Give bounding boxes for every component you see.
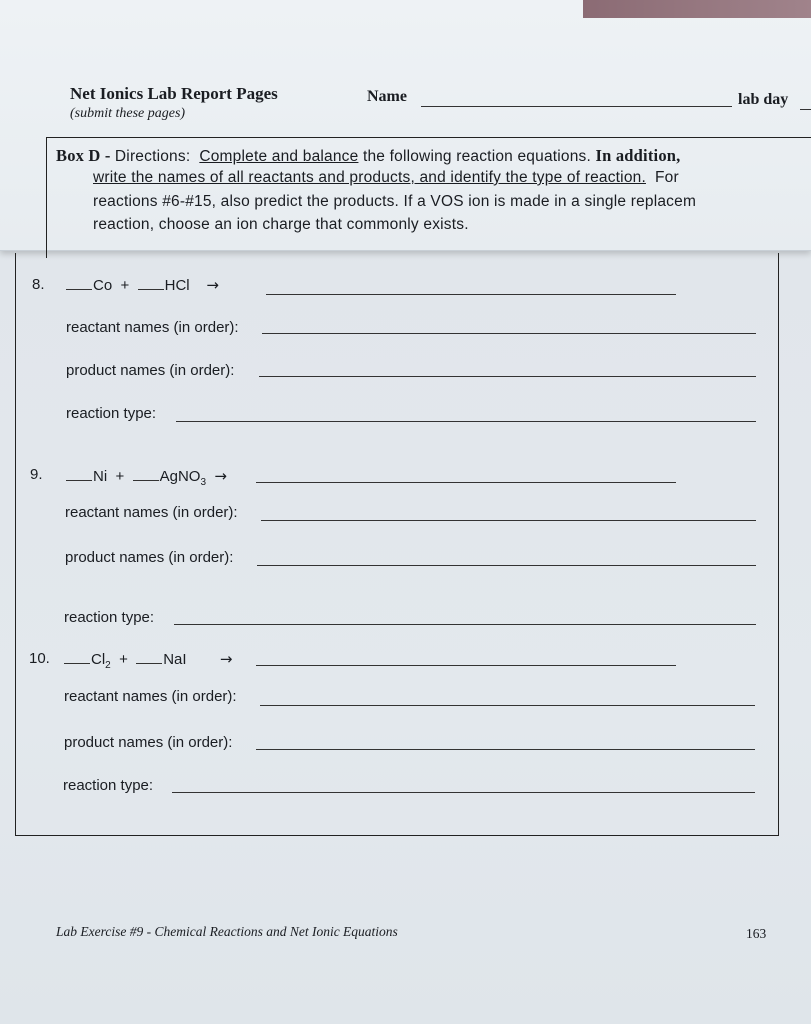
reaction-type-field[interactable] xyxy=(176,421,756,422)
product-names-label: product names (in order): xyxy=(65,549,234,566)
plus-sign: + xyxy=(115,468,125,485)
lab-day-label: lab day xyxy=(738,91,789,108)
directions-line1-rest: the following reaction equations. xyxy=(358,148,596,165)
product-names-field[interactable] xyxy=(257,565,756,566)
product-names-field[interactable] xyxy=(256,749,755,750)
name-field[interactable] xyxy=(421,106,732,107)
question-number: 8. xyxy=(32,276,45,293)
box-label: Box D xyxy=(56,146,101,165)
equation-8 xyxy=(66,276,219,294)
box-dash: - xyxy=(100,146,115,165)
reactant-names-label: reactant names (in order): xyxy=(66,319,239,336)
coefficient-blank[interactable] xyxy=(64,650,90,664)
question-number: 10. xyxy=(29,650,50,667)
page-title: Net Ionics Lab Report Pages xyxy=(70,84,278,103)
reactant-1-subscript: 2 xyxy=(105,660,111,671)
reactant-names-field[interactable] xyxy=(260,705,755,706)
reactant-names-label: reactant names (in order): xyxy=(65,504,238,521)
reactant-names-field[interactable] xyxy=(262,333,756,334)
reaction-type-label: reaction type: xyxy=(64,609,155,626)
plus-sign: + xyxy=(120,277,130,294)
page-number: 163 xyxy=(746,926,767,941)
product-names-label: product names (in order): xyxy=(64,734,233,751)
reaction-type-label: reaction type: xyxy=(63,777,154,794)
directions-line-1 xyxy=(56,146,680,166)
directions-line-3: reactions #6-#15, also predict the products. If a VOS ion is made in a single replacem xyxy=(93,193,697,210)
reactant-1: Ni xyxy=(93,468,108,485)
reactant-names-label: reactant names (in order): xyxy=(64,688,237,705)
reactant-2: NaI xyxy=(163,651,187,668)
name-label: Name xyxy=(367,88,407,105)
directions-word: Directions: xyxy=(114,148,191,165)
reaction-type-field[interactable] xyxy=(174,624,756,625)
complete-and-balance: Complete and balance xyxy=(199,148,359,165)
directions-line-2 xyxy=(93,169,679,187)
lab-day-field[interactable] xyxy=(800,109,811,110)
coefficient-blank[interactable] xyxy=(138,276,164,290)
coefficient-blank[interactable] xyxy=(136,650,162,664)
coefficient-blank[interactable] xyxy=(66,467,92,481)
coefficient-blank[interactable] xyxy=(133,467,159,481)
directions-line2-text: write the names of all reactants and products, and identify the type of reaction. xyxy=(93,169,646,186)
reaction-arrow-icon: → xyxy=(219,650,233,668)
directions-line2-tail: For xyxy=(655,169,679,186)
reactant-2: HCl xyxy=(164,277,190,294)
question-number: 9. xyxy=(30,466,43,483)
reaction-type-label: reaction type: xyxy=(66,405,157,422)
product-names-label: product names (in order): xyxy=(66,362,235,379)
plus-sign: + xyxy=(119,651,128,668)
reaction-arrow-icon: → xyxy=(206,276,219,294)
equation-9 xyxy=(66,467,227,488)
directions-line-4: reaction, choose an ion charge that commonly exists. xyxy=(93,216,469,233)
coefficient-blank[interactable] xyxy=(66,276,92,290)
footer-title: Lab Exercise #9 - Chemical Reactions and Net Ionic Equations xyxy=(56,924,398,939)
reactant-2-subscript: 3 xyxy=(200,477,207,488)
product-names-field[interactable] xyxy=(259,376,756,377)
reaction-type-field[interactable] xyxy=(172,792,755,793)
reactant-1: Cl xyxy=(91,651,106,668)
reactant-1: Co xyxy=(93,277,113,294)
products-field[interactable] xyxy=(266,294,676,295)
reactant-names-field[interactable] xyxy=(261,520,756,521)
reactant-2: AgNO xyxy=(159,468,201,485)
page-subtitle: (submit these pages) xyxy=(70,106,186,121)
in-addition: In addition, xyxy=(595,146,681,165)
equation-10 xyxy=(64,650,232,671)
reaction-arrow-icon: → xyxy=(214,467,227,485)
products-field[interactable] xyxy=(256,482,676,483)
products-field[interactable] xyxy=(256,665,676,666)
